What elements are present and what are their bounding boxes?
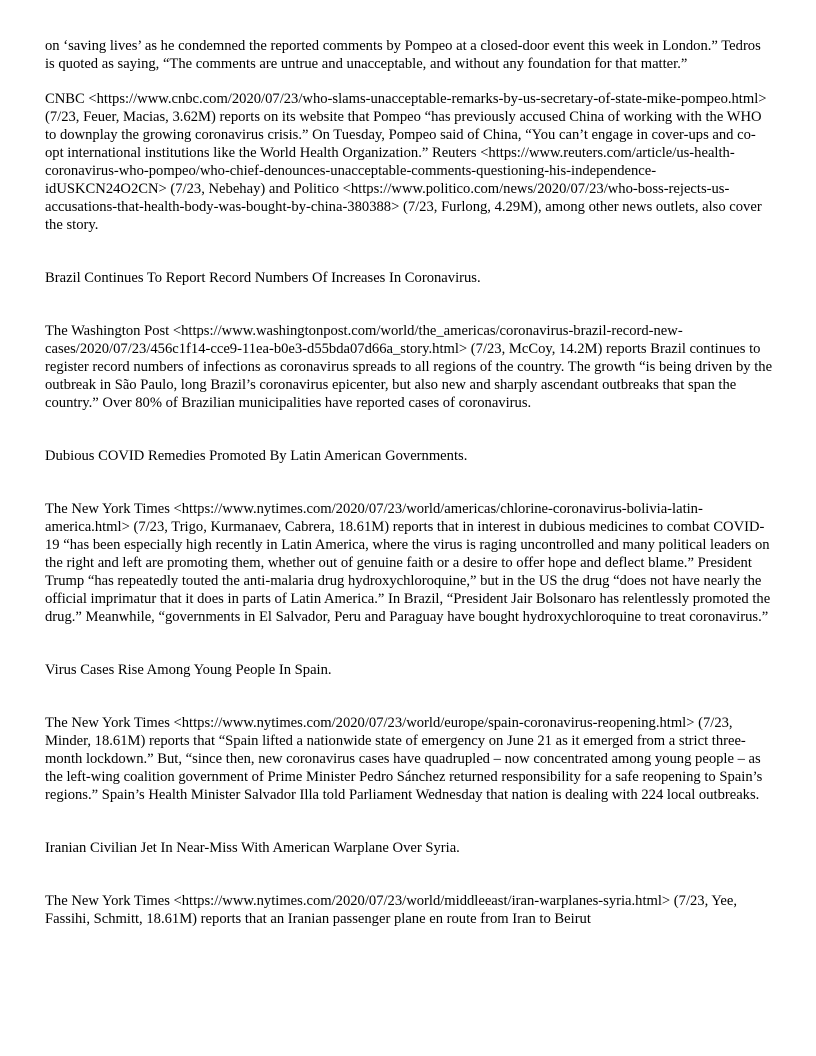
paragraph-washington-post-brazil: The Washington Post <https://www.washingtonpost.com/world/the_americas/coronavirus-brazil-record-new-cases/2020/07/23/456c1f14-cce9-11ea-b0e3-d55bda07d66a_story.html> (7/23, McCoy, 14.2M) reports Brazil continues to register record numbers of infections as coronavirus spreads to all regions of the country. The growth “is being driven by the outbreak in São Paulo, long Brazil’s coronavirus epicenter, but also new and sharply ascendant outbreaks that span the country.” Over 80% of Brazilian municipalities have reported cases of coronavirus. bbox=[45, 323, 773, 411]
paragraph-nyt-spain: The New York Times <https://www.nytimes.com/2020/07/23/world/europe/spain-coronavirus-reopening.html> (7/23, Minder, 18.61M) reports that “Spain lifted a nationwide state of emergency on June 21 as it emerged from a strict three-month lockdown.” But, “since then, new coronavirus cases have quadrupled – now concentrated among young people – as the left-wing coalition government of Prime Minister Pedro Sánchez returned responsibility for a safe reopening to Spain’s regions.” Spain’s Health Minister Salvador Illa told Parliament Wednesday that nation is dealing with 224 local outbreaks. bbox=[45, 715, 763, 803]
paragraph-gap bbox=[45, 287, 773, 322]
headline-spain-young-people: Virus Cases Rise Among Young People In Spain. bbox=[45, 662, 332, 678]
paragraph-nyt-latin-america: The New York Times <https://www.nytimes.com/2020/07/23/world/americas/chlorine-coronavirus-bolivia-latin-america.html> (7/23, Trigo, Kurmanaev, Cabrera, 18.61M) reports that in interest in dubious medicines to combat COVID-19 “has been especially high recently in Latin America, where the virus is raging uncontrolled and many political leaders on the right and left are promoting them, whether out of genuine faith or a desire to offer hope and deflect blame.” President Trump “has repeatedly touted the anti-malaria drug hydroxychloroquine,” but in the US the drug “does not have nearly the official imprimatur that it does in parts of Latin America.” In Brazil, “President Jair Bolsonaro has relentlessly promoted the drug.” Meanwhile, “governments in El Salvador, Peru and Paraguay have bought hydroxychloroquine to treat coronavirus.” bbox=[45, 501, 771, 625]
headline-brazil-record-numbers: Brazil Continues To Report Record Numbers Of Increases In Coronavirus. bbox=[45, 270, 481, 286]
paragraph-gap bbox=[45, 857, 773, 892]
paragraph-nyt-iran: The New York Times <https://www.nytimes.com/2020/07/23/world/middleeast/iran-warplanes-syria.html> (7/23, Yee, Fassihi, Schmitt, 18.61M) reports that an Iranian passenger plane en route from Iran to Beirut bbox=[45, 893, 738, 927]
paragraph-gap bbox=[45, 679, 773, 714]
paragraph-gap bbox=[45, 465, 773, 500]
paragraph-cnbc-report: CNBC <https://www.cnbc.com/2020/07/23/who-slams-unacceptable-remarks-by-us-secretary-of-state-mike-pompeo.html> (7/23, Feuer, Macias, 3.62M) reports on its website that Pompeo “has previously accused China of working with the WHO to downplay the growing coronavirus crisis.” On Tuesday, Pompeo said of China, “You can’t engage in cover-ups and co-opt international institutions like the World Health Organization.” Reuters <https://www.reuters.com/article/us-health-coronavirus-who-pompeo/who-chief-denounces-unacceptable-comments-questioning-his-independence-idUSKCN24O2CN> (7/23, Nebehay) and Politico <https://www.politico.com/news/2020/07/23/who-boss-rejects-us-accusations-that-health-body-was-bought-by-china-380388> (7/23, Furlong, 4.29M), among other news outlets, also cover the story. bbox=[45, 91, 767, 233]
paragraph-gap bbox=[45, 804, 773, 839]
paragraph-who-tedros-continued: on ‘saving lives’ as he condemned the reported comments by Pompeo at a closed-door event this week in London.” Tedros is quoted as saying, “The comments are untrue and unacceptable, and without any foundation for that matter.” bbox=[45, 38, 761, 72]
headline-iranian-jet-near-miss: Iranian Civilian Jet In Near-Miss With American Warplane Over Syria. bbox=[45, 840, 460, 856]
paragraph-gap bbox=[45, 626, 773, 661]
paragraph-gap bbox=[45, 73, 773, 90]
paragraph-gap bbox=[45, 234, 773, 269]
headline-dubious-covid-remedies: Dubious COVID Remedies Promoted By Latin American Governments. bbox=[45, 448, 468, 464]
document-page bbox=[45, 37, 773, 928]
paragraph-gap bbox=[45, 412, 773, 447]
